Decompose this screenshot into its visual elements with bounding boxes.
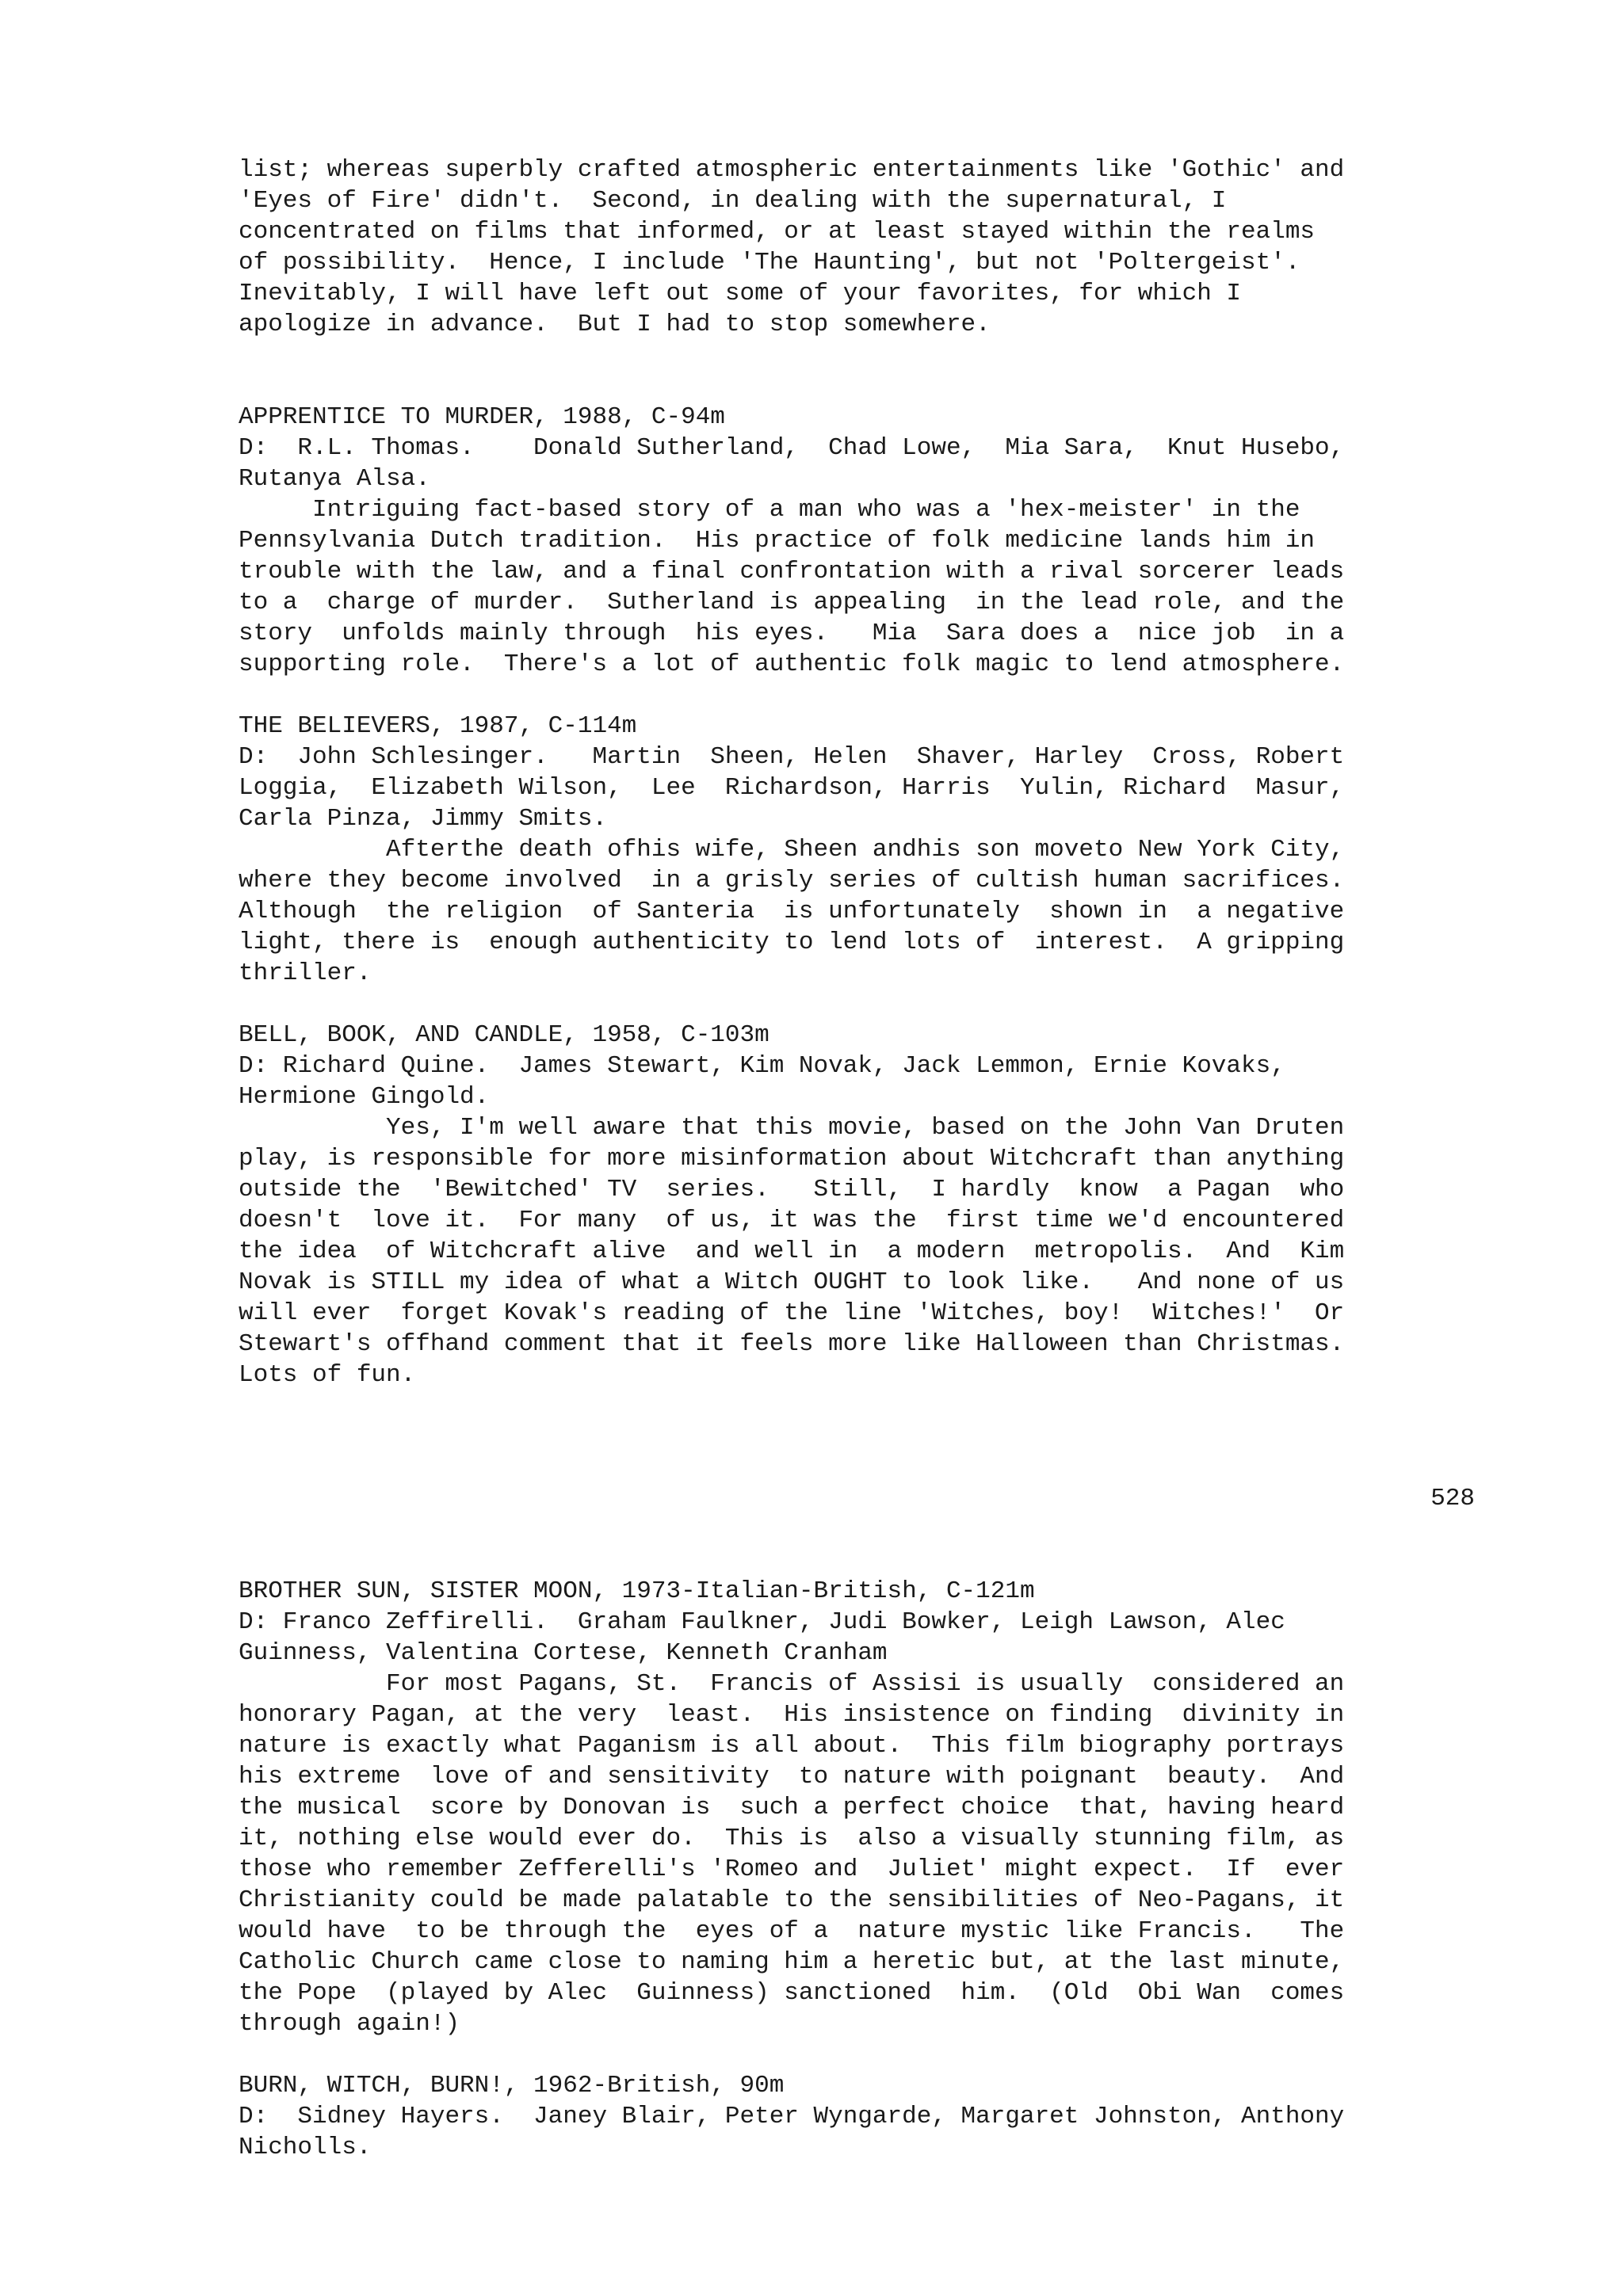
film-credits: D: R.L. Thomas. Donald Sutherland, Chad Lowe, Mia Sara, Knut Husebo, [239,434,1345,462]
film-review: to a charge of murder. Sutherland is appealing in the lead role, and the [239,589,1345,616]
film-credits: Rutanya Alsa. [239,465,430,493]
film-review: would have to be through the eyes of a nature mystic like Francis. The [239,1917,1345,1945]
film-review: nature is exactly what Paganism is all about. This film biography portrays [239,1732,1345,1760]
film-review: supporting role. There's a lot of authentic folk magic to lend atmosphere. [239,650,1345,678]
film-credits: D: Richard Quine. James Stewart, Kim Novak, Jack Lemmon, Ernie Kovaks, [239,1052,1285,1080]
film-credits: D: John Schlesinger. Martin Sheen, Helen Shaver, Harley Cross, Robert [239,743,1345,771]
film-review: where they become involved in a grisly series of cultish human sacrifices. [239,867,1345,894]
film-review: thriller. [239,959,372,987]
film-title: APPRENTICE TO MURDER, 1988, C-94m [239,403,725,431]
film-review: trouble with the law, and a final confrontation with a rival sorcerer leads [239,558,1345,585]
film-review: the Pope (played by Alec Guinness) sanctioned him. (Old Obi Wan comes [239,1979,1345,2007]
film-credits: Hermione Gingold. [239,1083,490,1111]
text-line: Inevitably, I will have left out some of your favorites, for which I [239,280,1242,307]
film-entry [239,1020,1475,1390]
film-credits: D: Franco Zeffirelli. Graham Faulkner, Judi Bowker, Leigh Lawson, Alec [239,1608,1285,1636]
film-title: BELL, BOOK, AND CANDLE, 1958, C-103m [239,1021,769,1049]
document-page [239,154,1475,2163]
film-review: doesn't love it. For many of us, it was the first time we'd encountered [239,1207,1345,1234]
film-credits: Carla Pinza, Jimmy Smits. [239,805,608,833]
film-review: Pennsylvania Dutch tradition. His practice of folk medicine lands him in [239,527,1316,555]
text-line: apologize in advance. But I had to stop somewhere. [239,311,991,338]
film-review: story unfolds mainly through his eyes. Mia Sara does a nice job in a [239,620,1345,647]
film-review: Afterthe death ofhis wife, Sheen andhis son moveto New York City, [239,836,1345,864]
film-review: Although the religion of Santeria is unfortunately shown in a negative [239,898,1345,925]
film-review: For most Pagans, St. Francis of Assisi is usually considered an [239,1670,1345,1698]
text-line: list; whereas superbly crafted atmospheric entertainments like 'Gothic' and [239,156,1345,184]
film-title: BURN, WITCH, BURN!, 1962-British, 90m [239,2072,785,2100]
film-entry [239,402,1475,680]
film-entry [239,1576,1475,2039]
film-title: BROTHER SUN, SISTER MOON, 1973-Italian-British, C-121m [239,1577,1035,1605]
film-review: play, is responsible for more misinformation about Witchcraft than anything [239,1145,1345,1173]
film-credits: Guinness, Valentina Cortese, Kenneth Cranham [239,1639,888,1667]
film-review: Yes, I'm well aware that this movie, based on the John Van Druten [239,1114,1345,1142]
film-review: Lots of fun. [239,1361,416,1389]
film-credits: Loggia, Elizabeth Wilson, Lee Richardson, Harris Yulin, Richard Masur, [239,774,1345,802]
film-review: it, nothing else would ever do. This is also a visually stunning film, as [239,1825,1345,1852]
film-review: Novak is STILL my idea of what a Witch OUGHT to look like. And none of us [239,1268,1345,1296]
film-review: outside the 'Bewitched' TV series. Still, I hardly know a Pagan who [239,1176,1345,1203]
film-review: the musical score by Donovan is such a perfect choice that, having heard [239,1794,1345,1821]
intro-paragraph [239,154,1475,340]
film-entry [239,2070,1475,2163]
film-review: light, there is enough authenticity to lend lots of interest. A gripping [239,929,1345,956]
text-line: 'Eyes of Fire' didn't. Second, in dealing with the supernatural, I [239,187,1227,215]
film-credits: Nicholls. [239,2134,372,2161]
film-review: Catholic Church came close to naming him a heretic but, at the last minute, [239,1948,1345,1976]
film-review: through again!) [239,2010,460,2038]
film-credits: D: Sidney Hayers. Janey Blair, Peter Wyngarde, Margaret Johnston, Anthony [239,2103,1345,2130]
page-number: 528 [1430,1485,1475,1512]
film-review: Stewart's offhand comment that it feels more like Halloween than Christmas. [239,1330,1345,1358]
film-review: will ever forget Kovak's reading of the line 'Witches, boy! Witches!' Or [239,1299,1345,1327]
film-title: THE BELIEVERS, 1987, C-114m [239,712,637,740]
film-review: honorary Pagan, at the very least. His insistence on finding divinity in [239,1701,1345,1729]
film-review: Intriguing fact-based story of a man who was a 'hex-meister' in the [239,496,1300,524]
film-review: his extreme love of and sensitivity to nature with poignant beauty. And [239,1763,1345,1791]
film-review: the idea of Witchcraft alive and well in a modern metropolis. And Kim [239,1238,1345,1265]
text-line: concentrated on films that informed, or at least stayed within the realms [239,218,1316,246]
film-review: Christianity could be made palatable to the sensibilities of Neo-Pagans, it [239,1886,1345,1914]
text-line: of possibility. Hence, I include 'The Haunting', but not 'Poltergeist'. [239,249,1300,277]
film-entry [239,711,1475,989]
film-review: those who remember Zefferelli's 'Romeo and Juliet' might expect. If ever [239,1855,1345,1883]
